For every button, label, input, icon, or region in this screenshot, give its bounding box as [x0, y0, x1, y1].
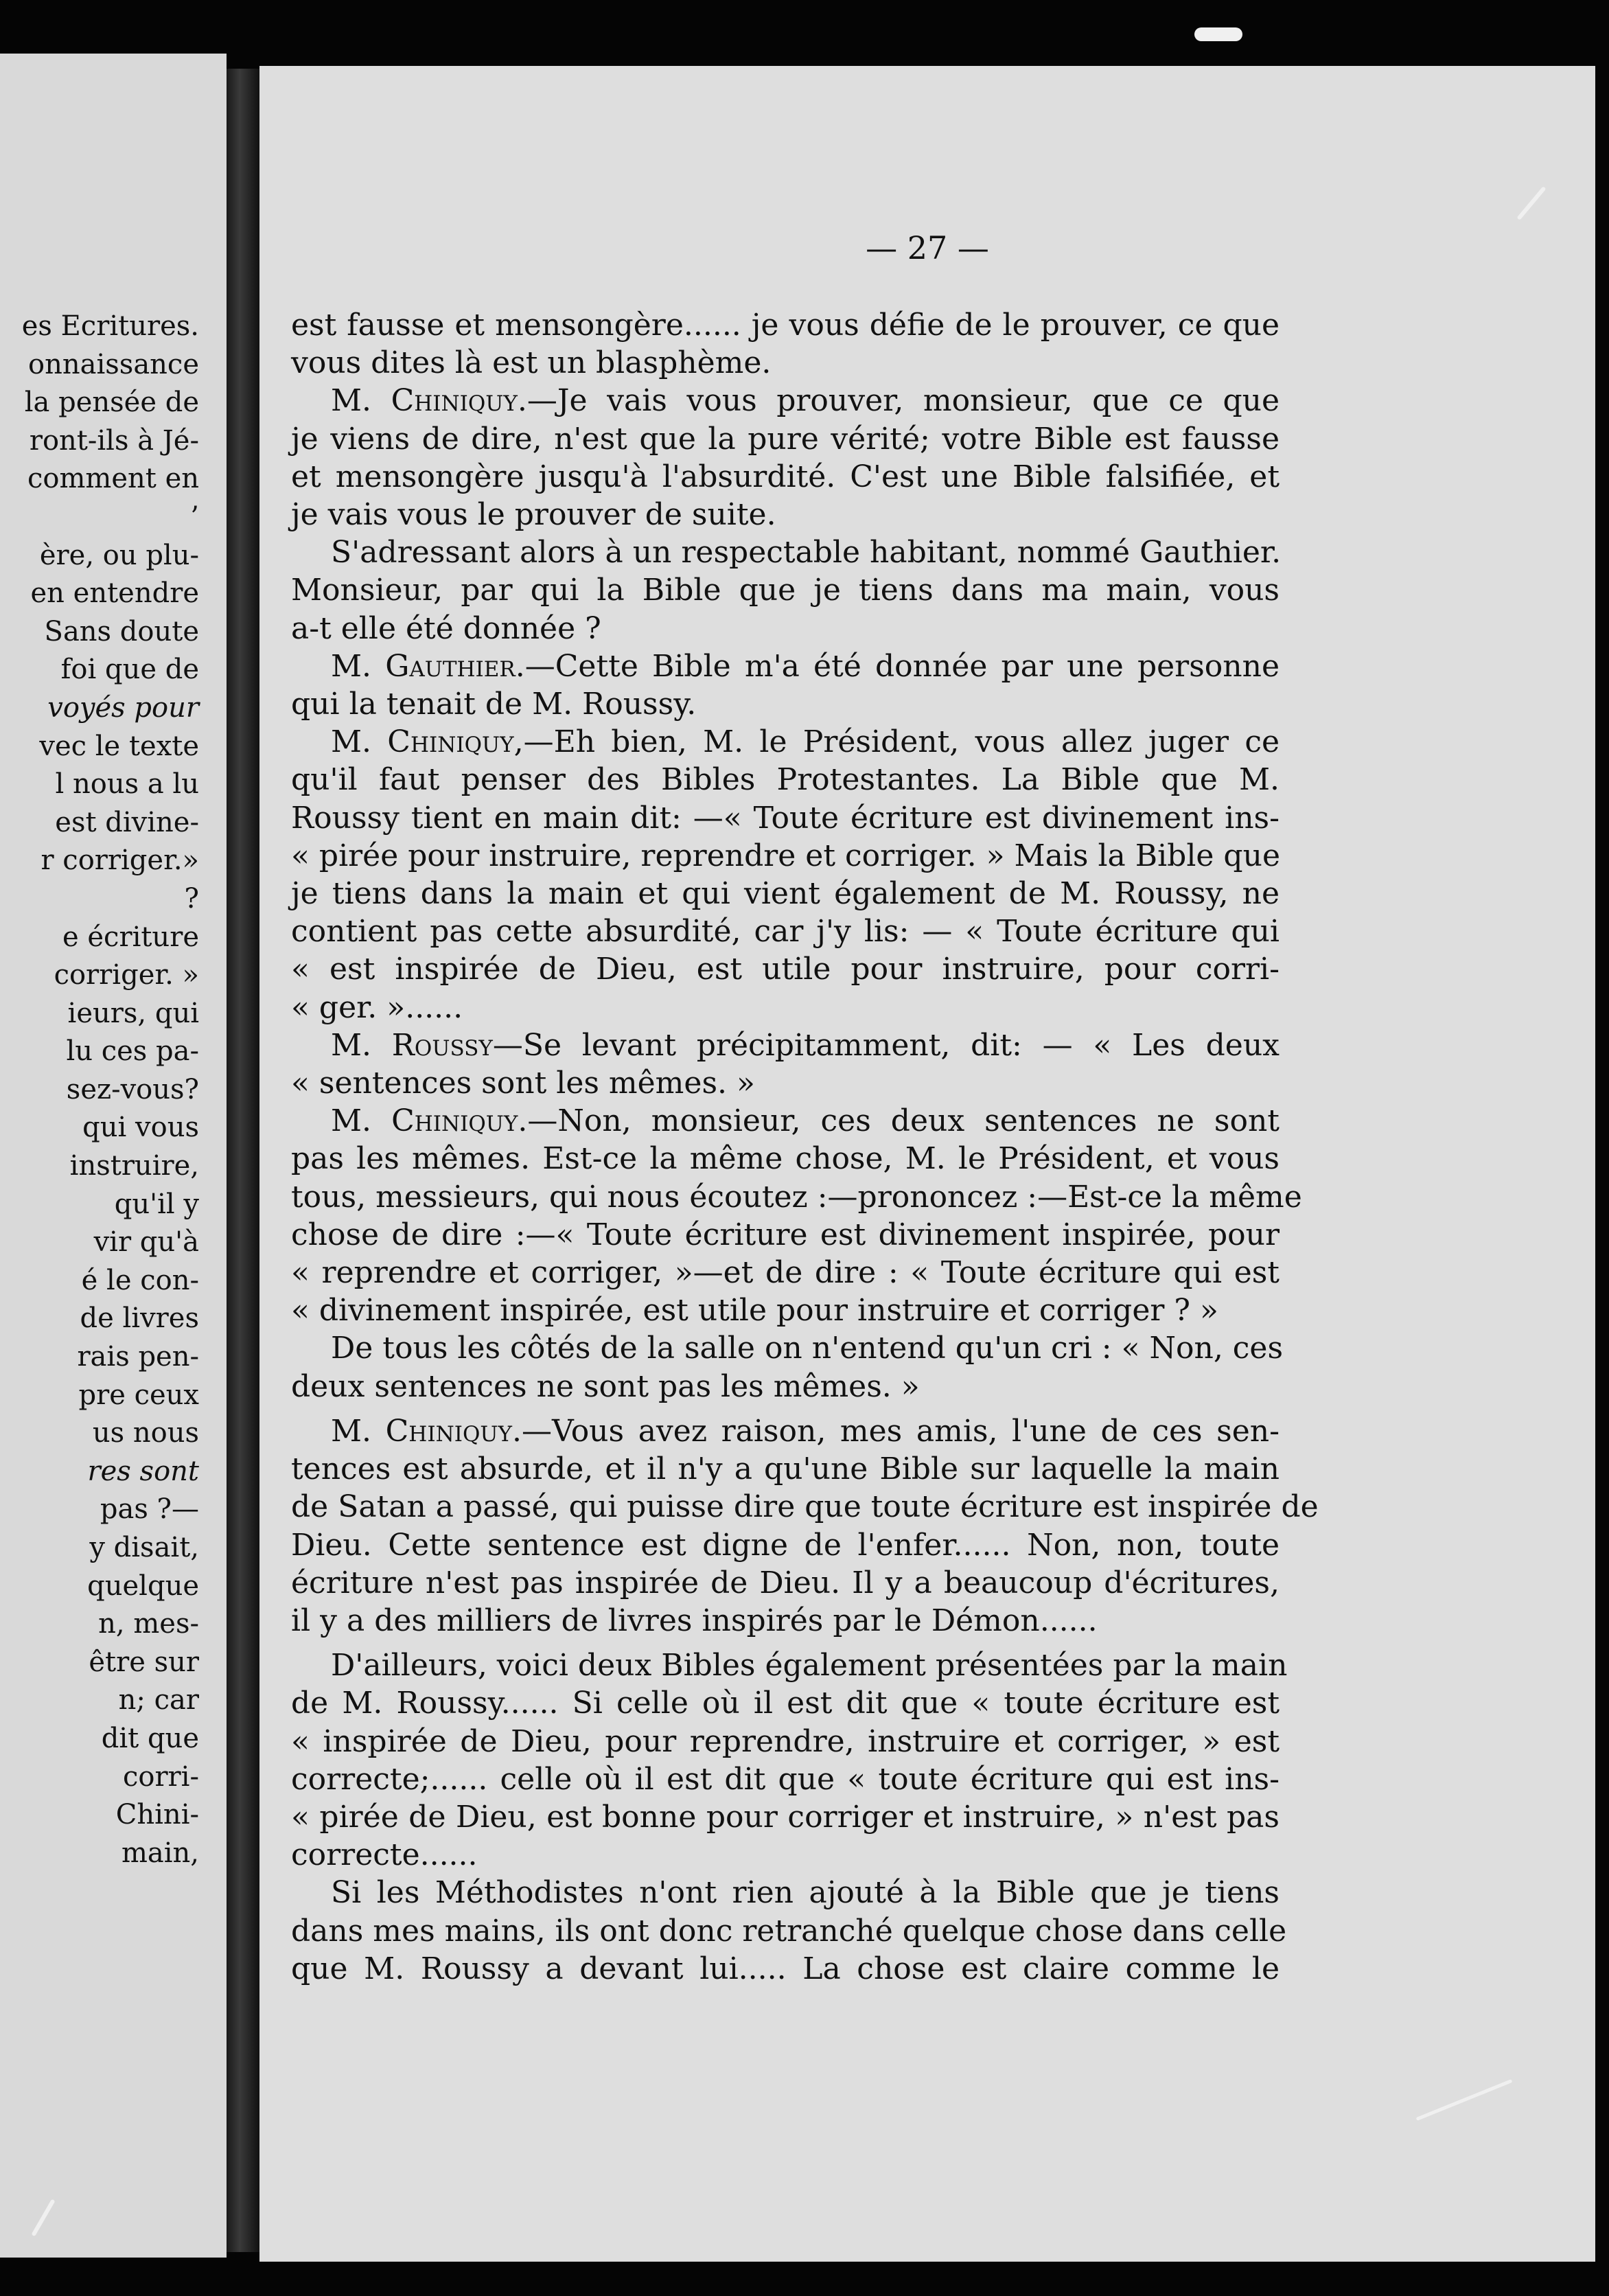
left-page-line: foi que de: [60, 654, 199, 686]
text-line: Dieu. Cette sentence est digne de l'enfer...... Non, non, toute: [291, 1527, 1280, 1563]
left-page-line: e écriture: [62, 921, 199, 953]
left-page-line: pre ceux: [78, 1379, 199, 1411]
left-page-line: l nous a lu: [55, 768, 199, 801]
text-line: M. Roussy—Se levant précipitamment, dit: — « Les deux: [331, 1027, 1280, 1063]
left-page-line: ?: [184, 882, 199, 915]
text-line: M. Gauthier.—Cette Bible m'a été donnée par une personne: [331, 648, 1280, 684]
text-line: Monsieur, par qui la Bible que je tiens dans ma main, vous: [291, 573, 1280, 608]
left-page-line: ront-ils à Jé-: [29, 424, 199, 457]
text-line: M. Chiniquy.—Non, monsieur, ces deux sentences ne sont: [331, 1103, 1280, 1139]
speaker-name: M. Roussy: [331, 1027, 493, 1063]
body-text: [291, 306, 1319, 1988]
left-page-line: es Ecritures.: [21, 310, 199, 342]
text-line: « est inspirée de Dieu, est utile pour instruire, pour corri-: [291, 952, 1280, 987]
left-page-line: n; car: [118, 1684, 199, 1717]
text-line: « ger. »......: [291, 989, 463, 1025]
left-page-line: r corriger.»: [40, 845, 199, 877]
text-line: dans mes mains, ils ont donc retranché quelque chose dans celle: [291, 1913, 1287, 1949]
left-page-line: ère, ou plu-: [39, 539, 199, 571]
left-page-line: lu ces pa-: [66, 1035, 199, 1068]
film-scratch: [1516, 186, 1546, 220]
left-page-line: de livres: [80, 1302, 199, 1335]
left-page-line: Chini-: [115, 1799, 199, 1831]
left-page-text-column: [0, 308, 199, 1872]
text-line: de Satan a passé, qui puisse dire que toute écriture est inspirée de: [291, 1489, 1319, 1525]
text-line: est fausse et mensongère...... je vous défie de le prouver, ce que: [291, 308, 1280, 343]
left-page-line: ieurs, qui: [67, 997, 199, 1029]
text-line: M. Chiniquy,—Eh bien, M. le Président, vous allez juger ce: [331, 724, 1280, 760]
text-line: je viens de dire, n'est que la pure vérité; votre Bible est fausse: [291, 421, 1280, 457]
left-page-line: us nous: [92, 1417, 199, 1449]
page-number: — 27 —: [866, 229, 989, 266]
left-page-line: main,: [121, 1837, 199, 1869]
text-line: pas les mêmes. Est-ce la même chose, M. le Président, et vous: [291, 1141, 1280, 1177]
text-line: « pirée pour instruire, reprendre et corriger. » Mais la Bible que: [291, 838, 1280, 873]
left-page-line: vec le texte: [39, 730, 199, 762]
text-line: M. Chiniquy.—Vous avez raison, mes amis, l'une de ces sen-: [331, 1413, 1280, 1449]
speaker-name: M. Chiniquy,: [331, 724, 524, 760]
left-page-line: instruire,: [69, 1150, 199, 1182]
left-page-line: quelque: [87, 1570, 199, 1602]
left-page-line: en entendre: [30, 577, 199, 610]
text-line: écriture n'est pas inspirée de Dieu. Il y a beaucoup d'écritures,: [291, 1565, 1280, 1600]
left-page-line: dit que: [101, 1722, 199, 1754]
text-line: « sentences sont les mêmes. »: [291, 1066, 755, 1101]
left-page-line: voyés pour: [47, 691, 199, 724]
text-line: deux sentences ne sont pas les mêmes. »: [291, 1368, 920, 1404]
text-line: chose de dire :—« Toute écriture est divinement inspirée, pour: [291, 1217, 1280, 1252]
left-page-line: rais pen-: [77, 1341, 199, 1373]
left-page-line: onnaissance: [28, 348, 199, 380]
left-page-line: n, mes-: [98, 1608, 199, 1640]
text-line: je tiens dans la main et qui vient également de M. Roussy, ne: [291, 876, 1280, 912]
text-line: D'ailleurs, voici deux Bibles également présentées par la main: [331, 1648, 1288, 1684]
left-page-line: Sans doute: [44, 615, 199, 647]
left-page-line: corriger. »: [54, 959, 199, 991]
left-page-line: être sur: [89, 1646, 199, 1678]
text-line: « reprendre et corriger, »—et de dire : « Toute écriture qui est: [291, 1255, 1280, 1291]
speaker-name: M. Chiniquy.: [331, 383, 527, 419]
left-page-line: res sont: [87, 1455, 199, 1487]
book-gutter: [227, 69, 259, 2252]
text-line: tences est absurde, et il n'y a qu'une Bible sur laquelle la main: [291, 1451, 1280, 1487]
text-line: tous, messieurs, qui nous écoutez :—prononcez :—Est-ce la même: [291, 1179, 1302, 1215]
text-line: « inspirée de Dieu, pour reprendre, instruire et corriger, » est: [291, 1723, 1280, 1759]
left-page-line: la pensée de: [24, 387, 199, 419]
left-page-line: y disait,: [89, 1532, 199, 1563]
text-line: correcte;...... celle où il est dit que « toute écriture qui est ins-: [291, 1761, 1280, 1797]
text-line: contient pas cette absurdité, car j'y lis: — « Toute écriture qui: [291, 914, 1280, 950]
speaker-name: M. Chiniquy.: [331, 1413, 522, 1449]
text-line: il y a des milliers de livres inspirés par le Démon......: [291, 1603, 1098, 1638]
text-line: de M. Roussy...... Si celle où il est dit que « toute écriture est: [291, 1686, 1280, 1721]
text-line: Roussy tient en main dit: —« Toute écriture est divinement ins-: [291, 800, 1280, 836]
left-page-line: é le con-: [81, 1264, 199, 1296]
left-page-line: corri-: [122, 1760, 199, 1793]
left-page-line: qui vous: [82, 1112, 199, 1144]
text-line: M. Chiniquy.—Je vais vous prouver, monsieur, que ce que: [331, 383, 1280, 419]
speaker-name: M. Chiniquy.: [331, 1103, 528, 1139]
left-facing-page: [0, 54, 227, 2258]
text-line: correcte......: [291, 1837, 478, 1873]
text-line: que M. Roussy a devant lui..... La chose est claire comme le: [291, 1951, 1280, 1986]
right-page: [259, 66, 1595, 2262]
text-line: a-t elle été donnée ?: [291, 610, 601, 646]
left-page-line: comment en: [27, 463, 199, 495]
text-line: qui la tenait de M. Roussy.: [291, 687, 697, 722]
text-line: De tous les côtés de la salle on n'entend qu'un cri : « Non, ces: [331, 1331, 1284, 1366]
text-line: vous dites là est un blasphème.: [291, 345, 772, 381]
film-scratch: [1194, 27, 1242, 41]
text-line: je vais vous le prouver de suite.: [291, 497, 776, 533]
text-line: « pirée de Dieu, est bonne pour corriger et instruire, » n'est pas: [291, 1799, 1280, 1835]
speaker-name: M. Gauthier.: [331, 648, 525, 684]
left-page-line: sez-vous?: [66, 1073, 199, 1105]
left-page-line: est divine-: [55, 806, 199, 838]
text-line: S'adressant alors à un respectable habitant, nommé Gauthier.: [331, 535, 1282, 571]
film-scratch: [1416, 2079, 1513, 2121]
left-page-line: qu'il y: [114, 1188, 199, 1220]
text-line: « divinement inspirée, est utile pour instruire et corriger ? »: [291, 1293, 1218, 1329]
text-line: Si les Méthodistes n'ont rien ajouté à la Bible que je tiens: [331, 1875, 1280, 1911]
left-page-line: ’: [190, 501, 199, 533]
text-line: qu'il faut penser des Bibles Protestantes. La Bible que M.: [291, 762, 1280, 798]
left-page-line: pas ?—: [100, 1493, 199, 1526]
text-line: et mensongère jusqu'à l'absurdité. C'est une Bible falsifiée, et: [291, 459, 1280, 494]
left-page-line: vir qu'à: [93, 1226, 199, 1259]
